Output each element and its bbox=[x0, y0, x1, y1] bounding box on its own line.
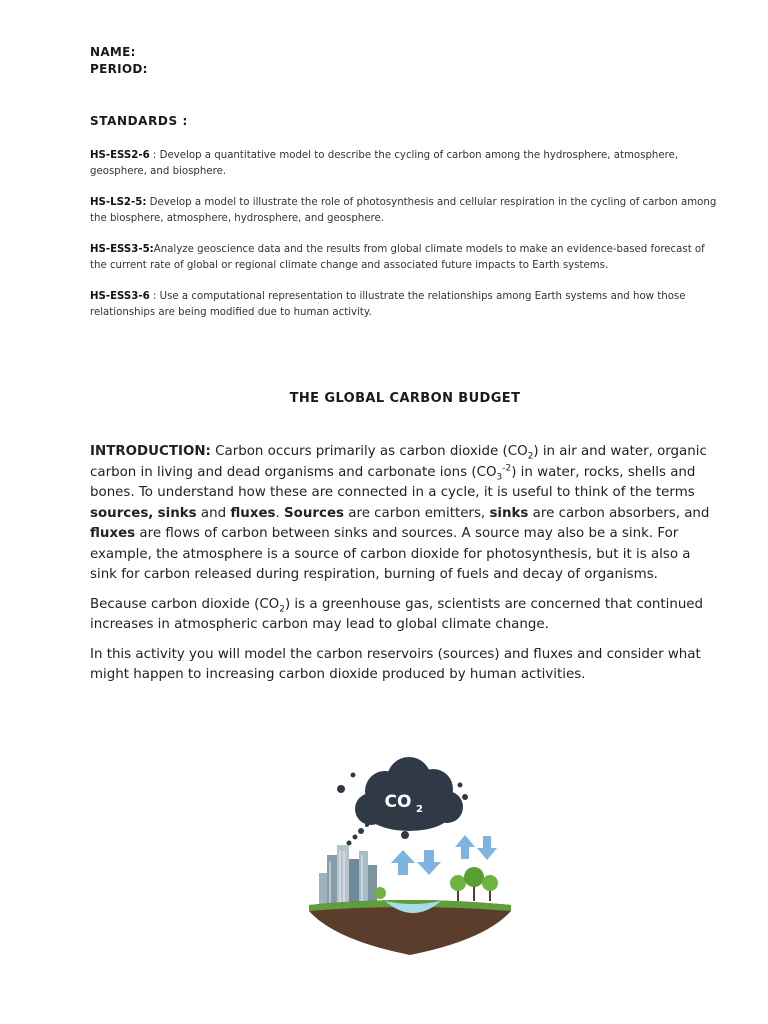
standard-text: Develop a quantitative model to describe the cycling of carbon among the hydrosphere, atmosphere, geosphere, and biosphere. bbox=[90, 150, 679, 177]
name-label: NAME: bbox=[90, 45, 136, 59]
standard-code: HS-LS2-5: bbox=[90, 197, 147, 208]
subscript: 3 bbox=[496, 472, 503, 483]
intro-text: . bbox=[275, 505, 285, 521]
standard-code: HS-ESS3-6 bbox=[90, 291, 150, 302]
standard-item bbox=[90, 242, 720, 274]
cloud-subscript: 2 bbox=[416, 804, 423, 815]
document-title: THE GLOBAL CARBON BUDGET bbox=[289, 391, 521, 406]
term-fluxes: fluxes bbox=[230, 505, 276, 521]
city-buildings-icon bbox=[319, 845, 377, 905]
term-sources: sources, bbox=[90, 505, 154, 521]
para-text: ) is a greenhouse gas, scientists are concerned that continued increases in atmospheric carbon may lead to global climate change. bbox=[90, 596, 704, 632]
standard-item bbox=[90, 195, 720, 227]
standard-sep: : bbox=[149, 291, 160, 302]
intro-text: ) in air and water, organic carbon in living and dead organisms and carbonate ions (CO bbox=[90, 444, 707, 480]
standard-code: HS-ESS2-6 bbox=[90, 150, 150, 161]
subscript: 2 bbox=[527, 451, 534, 462]
ground-island-icon bbox=[309, 900, 511, 955]
intro-text: ) in water, rocks, shells and bones. To understand how these are connected in a cycle, it is useful to think of the terms bbox=[90, 464, 696, 500]
intro-lead: INTRODUCTION: bbox=[90, 444, 211, 459]
standard-text: Develop a model to illustrate the role of photosynthesis and cellular respiration in the cycling of carbon among the biosphere, atmosphere, hydrosphere, and geosphere. bbox=[90, 197, 717, 224]
standard-item bbox=[90, 148, 720, 180]
intro-text: Carbon occurs primarily as carbon dioxide (CO bbox=[210, 444, 528, 459]
carbon-cycle-illustration bbox=[305, 755, 515, 960]
standard-text: Use a computational representation to illustrate the relationships among Earth systems and how those relationships are being modified due to human activity. bbox=[90, 291, 686, 318]
document-page bbox=[90, 44, 720, 695]
term-sources: Sources bbox=[284, 505, 345, 521]
introduction-paragraph bbox=[90, 442, 720, 586]
para-text: Because carbon dioxide (CO bbox=[90, 596, 280, 612]
standards-title: STANDARDS : bbox=[90, 114, 188, 128]
intro-text: are carbon emitters, bbox=[344, 505, 490, 521]
term-fluxes: fluxes bbox=[90, 526, 136, 541]
activity-paragraph: In this activity you will model the carbon reservoirs (sources) and fluxes and consider what might happen to increasing carbon dioxide produced by human activities. bbox=[90, 646, 701, 682]
greenhouse-paragraph bbox=[90, 595, 720, 636]
standard-sep: : bbox=[149, 150, 160, 161]
intro-text: are carbon absorbers, and bbox=[528, 505, 710, 521]
standard-item bbox=[90, 289, 720, 321]
cloud-label: CO bbox=[384, 792, 412, 812]
intro-text: are flows of carbon between sinks and sources. A source may also be a sink. For example, the atmosphere is a source of carbon dioxide for photosynthesis, but it is also a sink for carbon released during respiration, burning of fuels and decay of organisms. bbox=[90, 526, 691, 582]
term-sinks: sinks bbox=[157, 505, 197, 521]
superscript: -2 bbox=[502, 463, 512, 474]
trees-icon bbox=[374, 867, 498, 901]
period-label: PERIOD: bbox=[90, 62, 148, 76]
subscript: 2 bbox=[279, 604, 285, 615]
standard-code: HS-ESS3-5: bbox=[90, 244, 154, 255]
flux-arrows-icon bbox=[391, 835, 497, 875]
standard-text: Analyze geoscience data and the results from global climate models to make an evidence-based forecast of the current rate of global or regional climate change and associated future impacts to Earth systems. bbox=[90, 244, 705, 271]
term-sinks: sinks bbox=[489, 505, 529, 521]
intro-text: and bbox=[196, 505, 231, 521]
